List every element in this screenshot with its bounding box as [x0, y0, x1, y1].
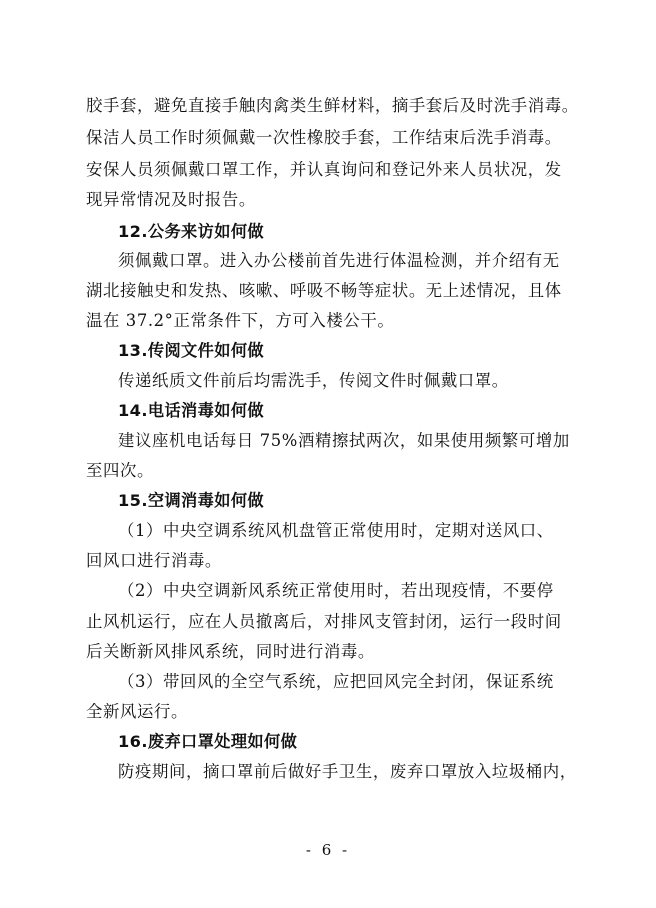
paragraph-line: 止风机运行，应在人员撤离后，对排风支管封闭，运行一段时间 [86, 612, 562, 631]
paragraph-line: 现异常情况及时报告。 [86, 190, 256, 209]
section-heading-12: 12.公务来访如何做 [118, 222, 264, 241]
paragraph-line: 安保人员须佩戴口罩工作，并认真询问和登记外来人员状况，发 [86, 160, 562, 179]
paragraph-line: 回风口进行消毒。 [86, 551, 222, 570]
paragraph-line: （2）中央空调新风系统正常使用时，若出现疫情，不要停 [118, 581, 554, 600]
paragraph-line: 后关断新风排风系统，同时进行消毒。 [86, 642, 375, 661]
paragraph-line: （1）中央空调系统风机盘管正常使用时，定期对送风口、 [118, 521, 554, 540]
paragraph-line: 湖北接触史和发热、咳嗽、呼吸不畅等症状。无上述情况，且体 [86, 281, 562, 300]
paragraph-line: 传递纸质文件前后均需洗手，传阅文件时佩戴口罩。 [118, 371, 509, 390]
paragraph-line: 至四次。 [86, 461, 154, 480]
section-heading-16: 16.废弃口罩处理如何做 [118, 732, 298, 751]
section-heading-15: 15.空调消毒如何做 [118, 491, 264, 510]
section-heading-14: 14.电话消毒如何做 [118, 401, 264, 420]
paragraph-line: 须佩戴口罩。进入办公楼前首先进行体温检测，并介绍有无 [118, 251, 560, 270]
paragraph-line: 建议座机电话每日 75%酒精擦拭两次，如果使用频繁可增加 [118, 431, 570, 450]
paragraph-line: 全新风运行。 [86, 702, 188, 721]
paragraph-line: 温在 37.2°正常条件下，方可入楼公干。 [86, 311, 395, 330]
paragraph-line: 保洁人员工作时须佩戴一次性橡胶手套，工作结束后洗手消毒。 [86, 128, 562, 147]
paragraph-line: （3）带回风的全空气系统，应把回风完全封闭，保证系统 [118, 672, 554, 691]
page-number: - 6 - [305, 841, 351, 859]
paragraph-line: 防疫期间，摘口罩前后做好手卫生，废弃口罩放入垃圾桶内， [118, 762, 577, 781]
paragraph-line: 胶手套，避免直接手触肉禽类生鲜材料，摘手套后及时洗手消毒。 [86, 96, 579, 115]
section-heading-13: 13.传阅文件如何做 [118, 341, 264, 360]
